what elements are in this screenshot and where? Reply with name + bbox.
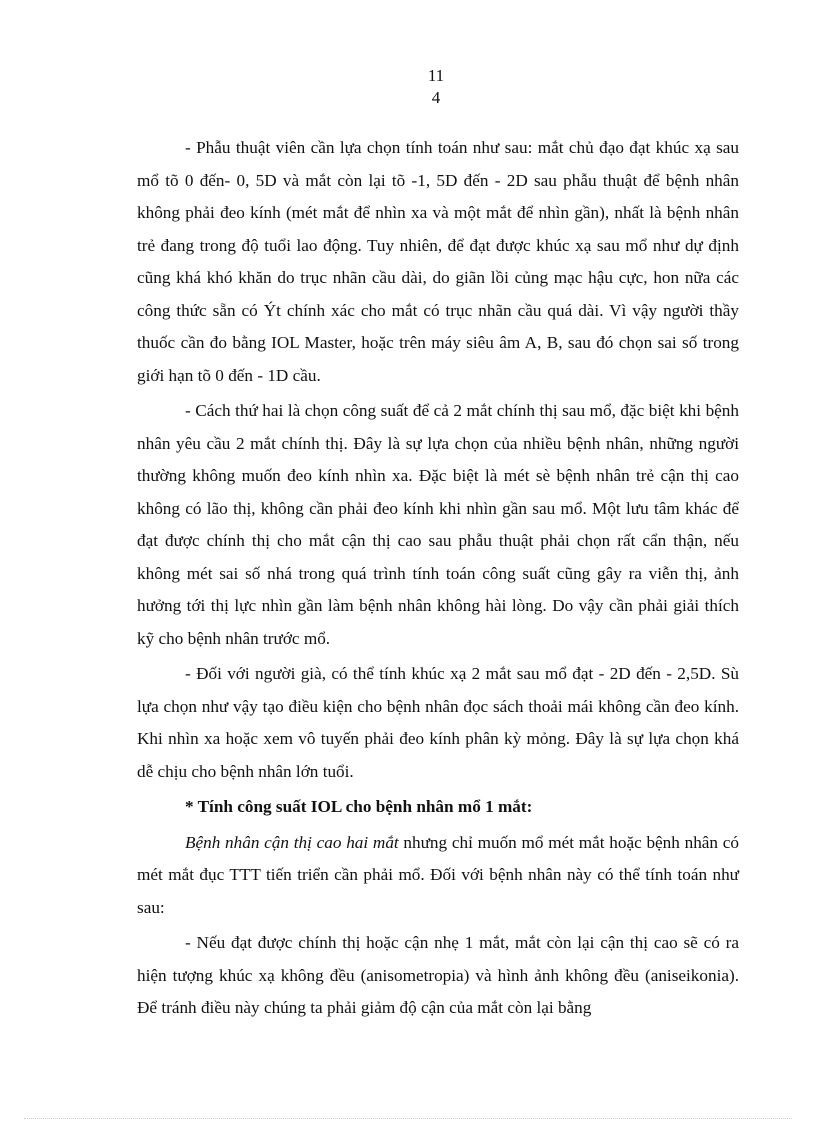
- body-text: [137, 132, 739, 1028]
- paragraph-anisometropia: - Nếu đạt được chính thị hoặc cận nhẹ 1 mắt, mắt còn lại cận thị cao sẽ có ra hiện tượng khúc xạ không đều (anisometropia) và hình ảnh không đều (aniseikonia). Để tránh điều này chúng ta phải giảm độ cận của mắt còn lại bằng: [137, 933, 739, 1017]
- page-bottom-divider: [24, 1118, 792, 1119]
- paragraph-surgeon-choice: - Phẫu thuật viên cần lựa chọn tính toán như sau: mắt chủ đạo đạt khúc xạ sau mổ tõ 0 đến- 0, 5D và mắt còn lại tõ -1, 5D đến - 2D sau phẫu thuật để bệnh nhân không phải đeo kính (mét mắt để nhìn xa và một mắt để nhìn gần), nhất là bệnh nhân trẻ đang trong độ tuổi lao động. Tuy nhiên, để đạt được khúc xạ sau mổ như dự định cũng khá khó khăn do trục nhãn cầu dài, do giãn lồi củng mạc hậu cực, hon nữa các công thức sẵn có Ýt chính xác cho mắt có trục nhãn cầu quá dài. Vì vậy người thầy thuốc cần đo bằng IOL Master, hoặc trên máy siêu âm A, B, sau đó chọn sai số trong giới hạn tõ 0 đến - 1D cầu.: [137, 138, 739, 385]
- italic-phrase: Bệnh nhân cận thị cao hai mắt: [185, 832, 399, 852]
- paragraph-second-method: - Cách thứ hai là chọn công suất để cả 2 mắt chính thị sau mổ, đặc biệt khi bệnh nhân yêu cầu 2 mắt chính thị. Đây là sự lựa chọn của nhiều bệnh nhân, những người thường không muốn đeo kính nhìn xa. Đặc biệt là mét sè bệnh nhân trẻ cận thị cao không có lão thị, không cần phải đeo kính khi nhìn gần sau mổ. Một lưu tâm khác để đạt được chính thị cho mắt cận thị cao sau phẫu thuật phải chọn rất cẩn thận, nếu không mét sai số nhá trong quá trình tính toán công suất cũng gây ra viễn thị, ảnh hưởng tới thị lực nhìn gần làm bệnh nhân không hài lòng. Do vậy cần phải giải thích kỹ cho bệnh nhân trước mổ.: [137, 401, 739, 648]
- paragraph-elderly: - Đối với người già, có thể tính khúc xạ 2 mắt sau mổ đạt - 2D đến - 2,5D. Sù lựa chọn như vậy tạo điều kiện cho bệnh nhân đọc sách thoải mái không cần đeo kính. Khi nhìn xa hoặc xem vô tuyến phải đeo kính phân kỳ mỏng. Đây là sự lựa chọn khá dễ chịu cho bệnh nhân lớn tuổi.: [137, 664, 739, 781]
- page-number-line-1: 11: [427, 66, 445, 85]
- paragraph-one-eye-rest: nhưng chỉ muốn mổ mét mắt hoặc bệnh nhân có mét mắt đục TTT tiến triển cần phải mổ. Đối với bệnh nhân này có thể tính toán như sau:: [137, 832, 739, 917]
- paragraph-one-eye: [137, 827, 739, 925]
- section-heading: * Tính công suất IOL cho bệnh nhân mổ 1 mắt:: [185, 797, 533, 816]
- page-number-line-2: 4: [431, 88, 441, 107]
